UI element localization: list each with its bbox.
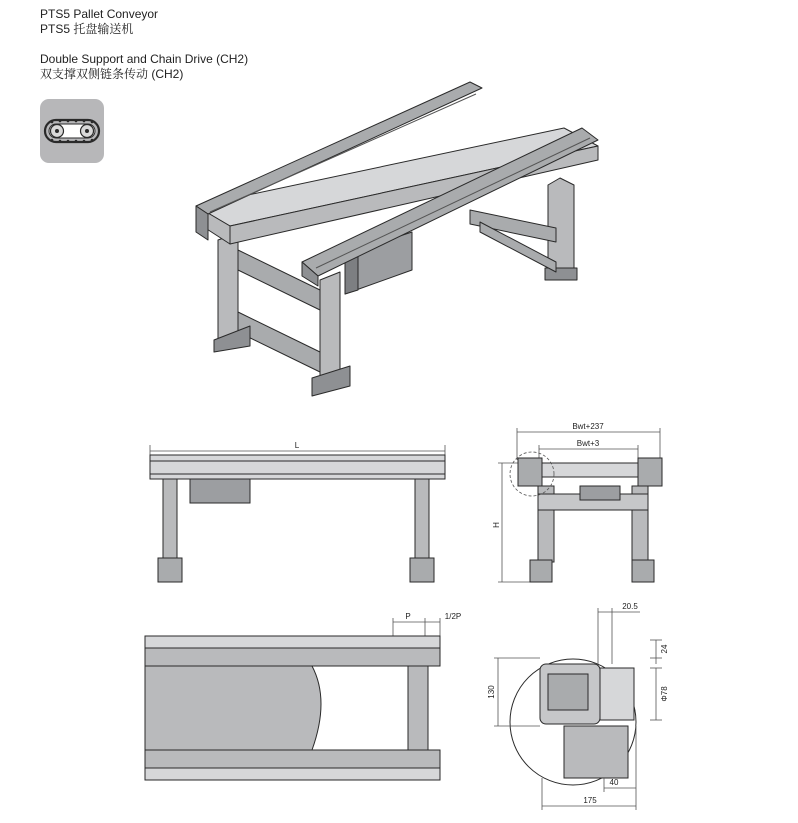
dim-20-5-label: 20.5 bbox=[622, 602, 638, 611]
dim-height-label: H bbox=[492, 522, 501, 528]
dim-40-label: 40 bbox=[609, 778, 619, 787]
dim-width-outer-label: Bwt+237 bbox=[572, 422, 604, 431]
dim-pitch-label: P bbox=[405, 612, 411, 621]
dim-130-label: 130 bbox=[487, 685, 496, 699]
side-view bbox=[150, 445, 445, 582]
subtitle-cn: 双支撑双侧链条传动 (CH2) bbox=[40, 67, 184, 81]
plan-view bbox=[145, 618, 440, 780]
title-cn: PTS5 托盘输送机 bbox=[40, 22, 134, 36]
detail-view bbox=[494, 608, 662, 810]
dim-phi78-label: Φ78 bbox=[660, 686, 669, 702]
isometric-view bbox=[196, 82, 598, 396]
dim-24-label: 24 bbox=[660, 644, 669, 654]
end-view bbox=[498, 428, 662, 582]
dim-half-pitch-label: 1/2P bbox=[444, 612, 462, 621]
subtitle-en: Double Support and Chain Drive (CH2) bbox=[40, 52, 249, 66]
dim-175-label: 175 bbox=[583, 796, 597, 805]
title-en: PTS5 Pallet Conveyor bbox=[40, 7, 159, 21]
dim-width-inner-label: Bwt+3 bbox=[576, 439, 600, 448]
dim-length-label: L bbox=[294, 441, 300, 450]
